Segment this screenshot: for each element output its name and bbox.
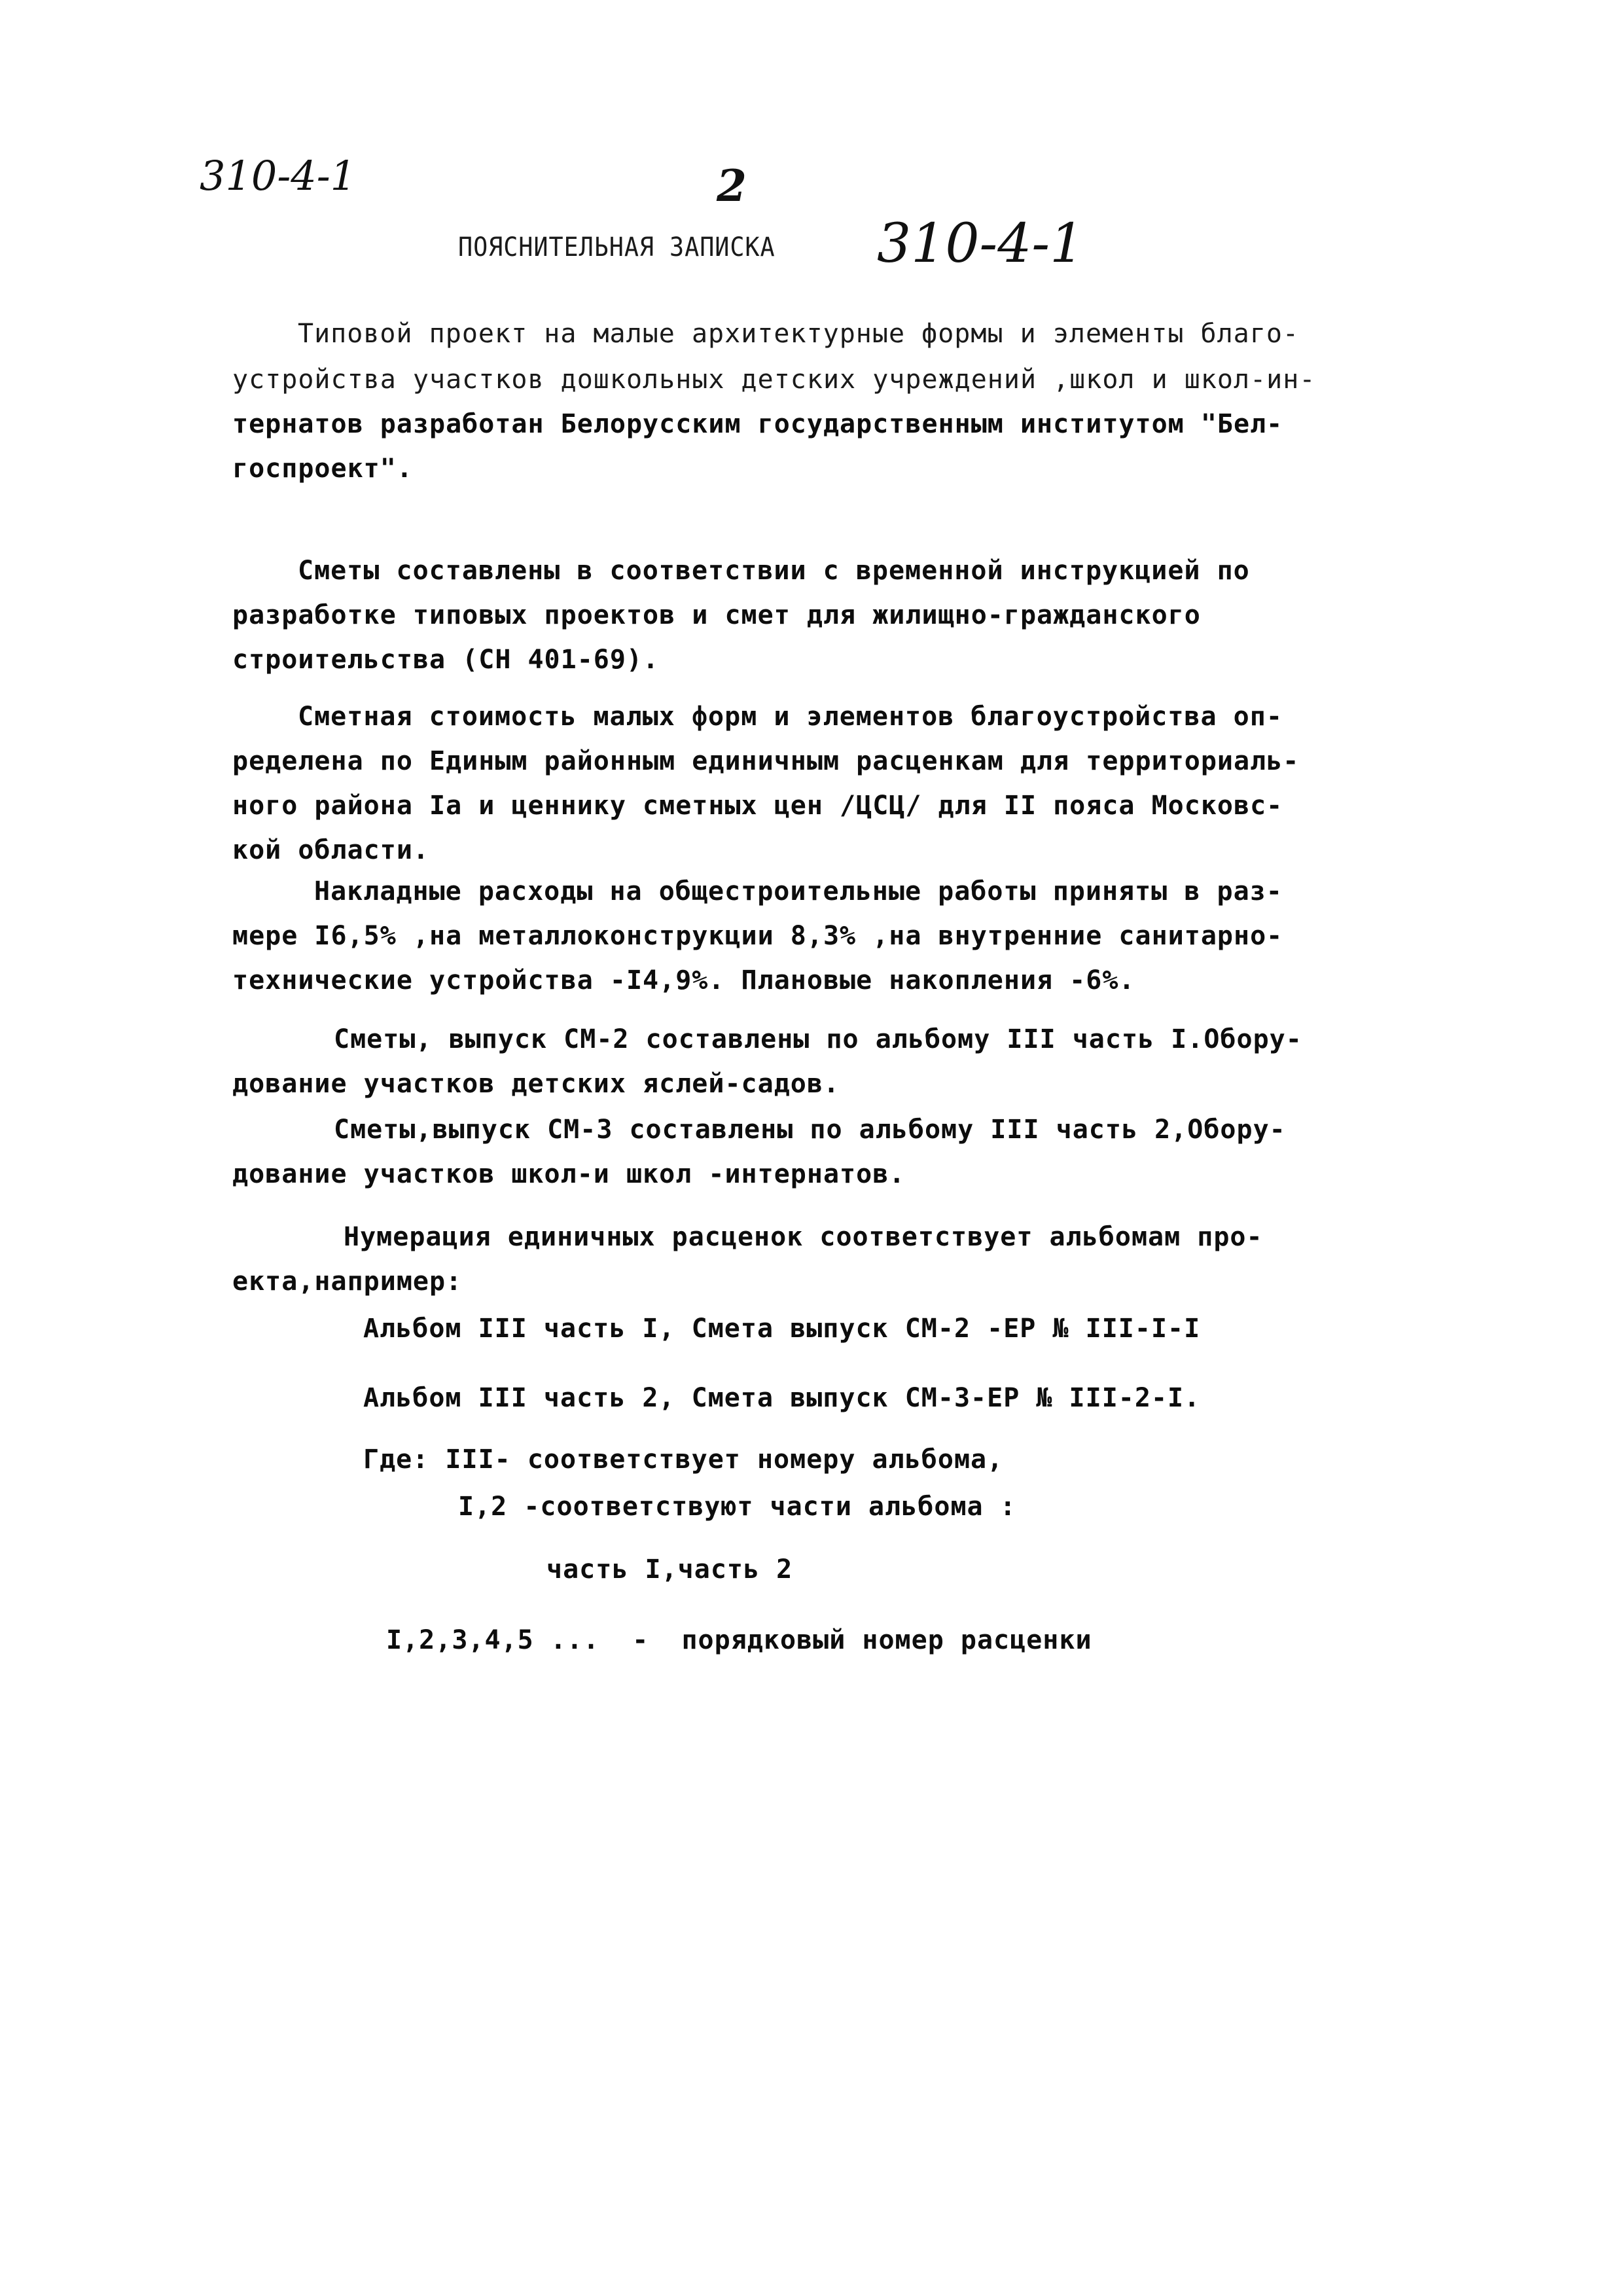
handwritten-code-right: 310-4-1 [877, 213, 1084, 275]
legend-parts-detail: часть I,часть 2 [546, 1554, 793, 1585]
paragraph-line: технические устройства -I4,9%. Плановые накопления -6%. [232, 965, 1135, 996]
paragraph-line: дование участков школ-и школ -интернатов. [232, 1159, 906, 1189]
page-number: 2 [717, 160, 747, 211]
paragraph-line: разработке типовых проектов и смет для жилищно-гражданского [232, 600, 1201, 630]
page-title-text: ПОЯСНИТЕЛЬНАЯ ЗАПИСКА [458, 232, 776, 262]
paragraph-line: дование участков детских яслей-садов. [232, 1069, 840, 1099]
paragraph-line: устройства участков дошкольных детских учреждений ,школ и школ-ин- [232, 365, 1316, 395]
legend-ordinal-line: I,2,3,4,5 ... - порядковый номер расценки [386, 1625, 1092, 1655]
handwritten-code-left: 310-4-1 [200, 152, 357, 200]
paragraph-line: екта,например: [232, 1266, 463, 1297]
paragraph-line: Нумерация единичных расценок соответствует альбомам про- [344, 1222, 1263, 1252]
paragraph-line: Сметная стоимость малых форм и элементов благоустройства оп- [298, 702, 1283, 732]
example-line: Альбом III часть 2, Смета выпуск СМ-3-ЕР № III-2-I. [363, 1383, 1201, 1413]
legend-where-line: Где: III- соответствует номеру альбома, [363, 1444, 1004, 1475]
paragraph-line: ного района Iа и ценнику сметных цен /ЦСЦ/ для II пояса Московс- [232, 791, 1283, 821]
paragraph-line: Типовой проект на малые архитектурные формы и элементы благо- [298, 319, 1300, 349]
paragraph-line: Сметы составлены в соответствии с временной инструкцией по [298, 556, 1250, 586]
paragraph-line: Сметы, выпуск СМ-2 составлены по альбому III часть I.Обору- [334, 1024, 1302, 1054]
paragraph-line: ределена по Единым районным единичным расценкам для территориаль- [232, 746, 1300, 776]
paragraph-line: кой области. [232, 835, 429, 865]
example-line: Альбом III часть I, Смета выпуск СМ-2 -ЕР № III-I-I [363, 1314, 1201, 1344]
paragraph-line: госпроект". [232, 454, 413, 484]
paragraph-line: мере I6,5% ,на металлоконструкции 8,3% ,на внутренние санитарно- [232, 921, 1283, 951]
paragraph-line: строительства (СН 401-69). [232, 645, 660, 675]
legend-parts-line: I,2 -соответствуют части альбома : [458, 1492, 1016, 1522]
paragraph-line: Сметы,выпуск СМ-3 составлены по альбому III часть 2,Обору- [334, 1115, 1286, 1145]
paragraph-line: тернатов разработан Белорусским государственным институтом "Бел- [232, 409, 1283, 439]
paragraph-line: Накладные расходы на общестроительные работы приняты в раз- [314, 876, 1283, 906]
